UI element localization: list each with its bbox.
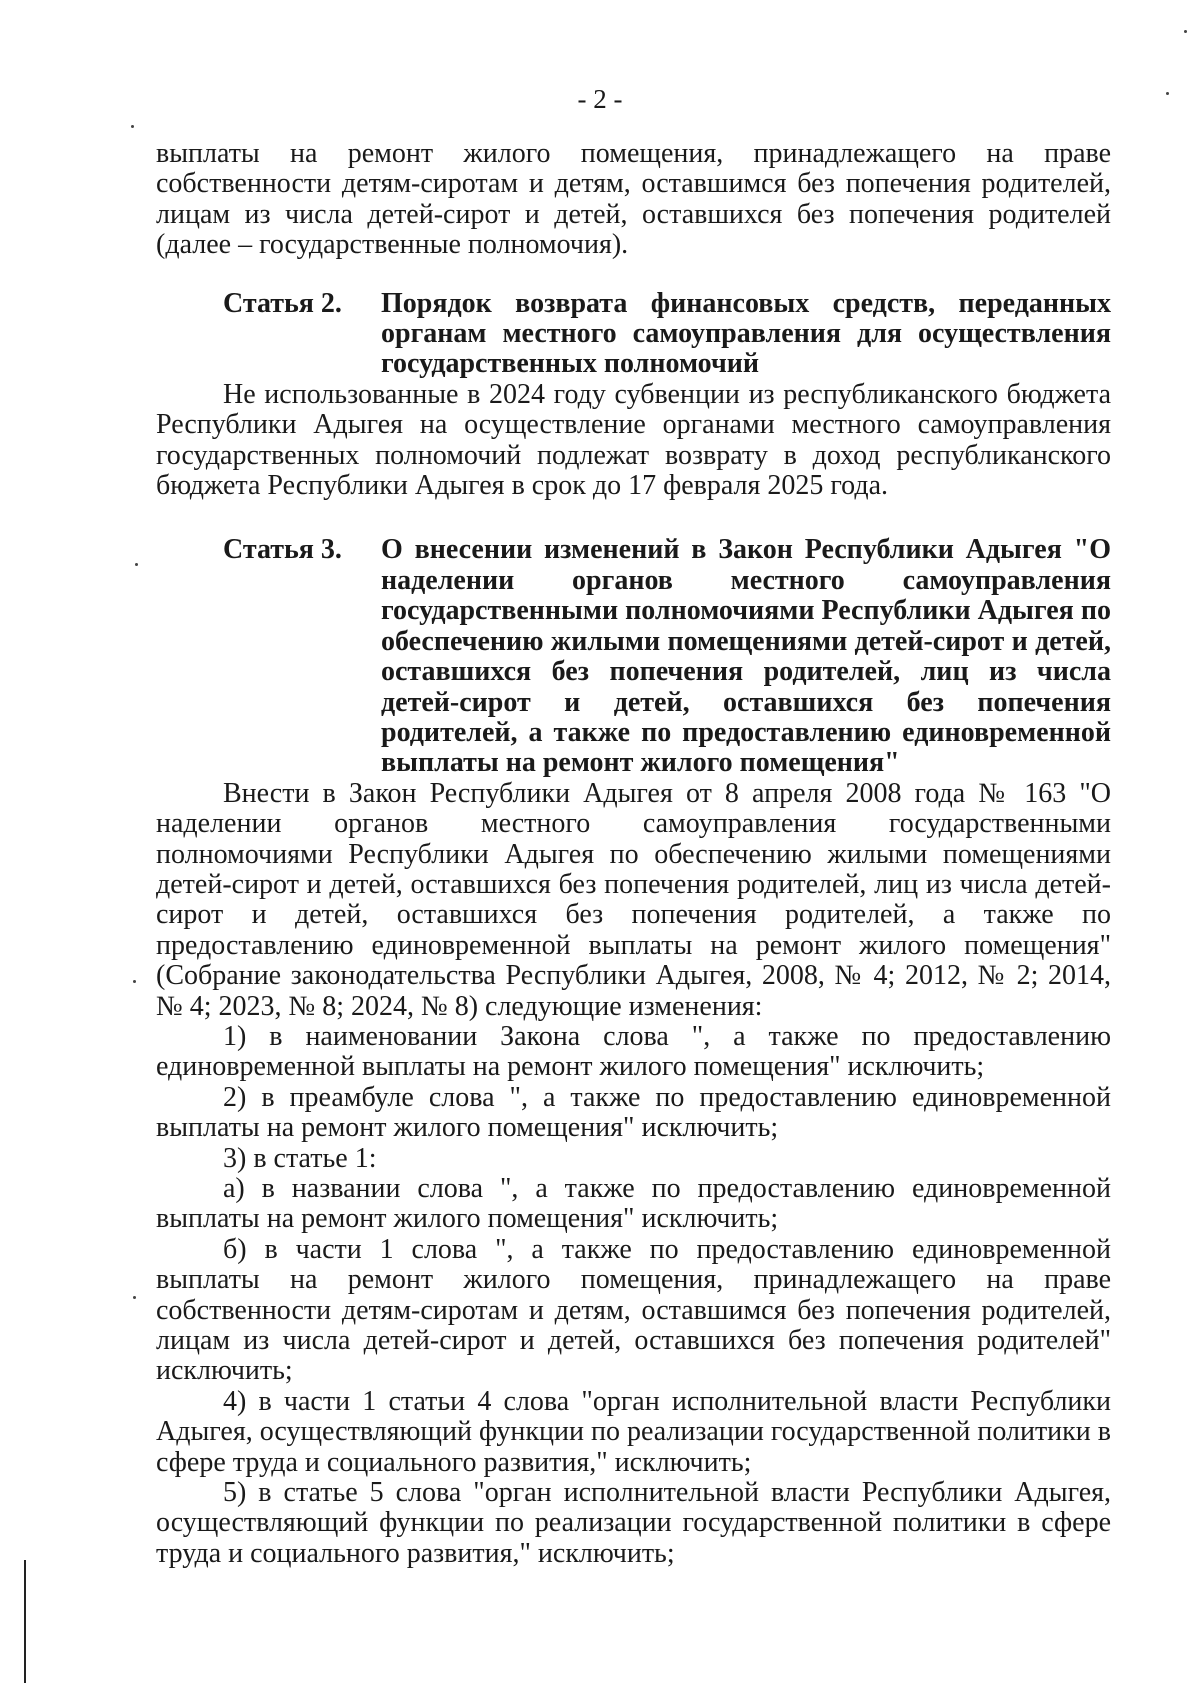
amendment-item: 2) в преамбуле слова ", а также по предоставлению единовременной выплаты на ремонт жилого помещения" исключить;: [156, 1081, 1111, 1144]
article-2-text: Не использованные в 2024 году субвенции из республиканского бюджета Республики Адыгея на осуществление органами местного самоуправления государственных полномочий подлежат возврату в доход республиканского бюджета Республики Адыгея в срок до 17 февраля 2025 года.: [156, 378, 1111, 502]
amendment-item: 1) в наименовании Закона слова ", а также по предоставлению единовременной выплаты на ремонт жилого помещения" исключить;: [156, 1020, 1111, 1083]
amendment-item: 3) в статье 1:: [223, 1142, 377, 1174]
scan-speck: [1184, 30, 1187, 33]
scan-speck: [133, 980, 136, 983]
intro-paragraph: выплаты на ремонт жилого помещения, принадлежащего на праве собственности детям-сиротам и детям, оставшимся без попечения родителей, лицам из числа детей-сирот и детей, оставшихся без попечения родителей (далее – государственные полномочия).: [156, 138, 1111, 261]
document-body: [156, 139, 1111, 1569]
amendment-item: б) в части 1 слова ", а также по предоставлению единовременной выплаты на ремонт жилого помещения, принадлежащего на праве собственности детям-сиротам и детям, оставшимся без попечения родителей, лицам из числа детей-сирот и детей, оставшихся без попечения родителей" исключить;: [156, 1233, 1111, 1387]
article-2-label: Статья 2.: [223, 287, 342, 319]
scan-speck: [133, 1296, 136, 1299]
article-2-heading: [156, 289, 1111, 380]
scan-edge-line: [24, 1560, 26, 1683]
article-3-title: О внесении изменений в Закон Республики Адыгея "О наделении органов местного самоуправления государственными полномочиями Республики Адыгея по обеспечению жилыми помещениями детей-сирот и детей, оставшихся без попечения родителей, лиц из числа детей-сирот и детей, оставшихся без попечения родителей, а также по предоставлению единовременной выплаты на ремонт жилого помещения": [381, 534, 1111, 779]
amendment-item: а) в названии слова ", а также по предоставлению единовременной выплаты на ремонт жилого помещения" исключить;: [156, 1173, 1111, 1235]
scan-speck: [131, 125, 134, 128]
scan-speck: [1166, 92, 1169, 95]
page-number: - 2 -: [577, 84, 623, 114]
scan-speck: [135, 563, 138, 566]
article-3-heading: [156, 535, 1111, 778]
amendment-item: 4) в части 1 статьи 4 слова "орган исполнительной власти Республики Адыгея, осуществляющий функции по реализации государственной политики в сфере труда и социального развития," исключить;: [156, 1385, 1111, 1478]
amendment-item: 5) в статье 5 слова "орган исполнительной власти Республики Адыгея, осуществляющий функции по реализации государственной политики в сфере труда и социального развития," исключить;: [156, 1477, 1111, 1569]
article-2-title: Порядок возврата финансовых средств, переданных органам местного самоуправления для осуществления государственных полномочий: [381, 287, 1111, 380]
article-3-label: Статья 3.: [223, 534, 342, 566]
article-3-intro: Внести в Закон Республики Адыгея от 8 апреля 2008 года № 163 "О наделении органов местного самоуправления государственными полномочиями Республики Адыгея по обеспечению жилыми помещениями детей-сирот и детей, оставшихся без попечения родителей, лиц из числа детей-сирот и детей, оставшихся без попечения родителей, а также по предоставлению единовременной выплаты на ремонт жилого помещения" (Собрание законодательства Республики Адыгея, 2008, № 4; 2012, № 2; 2014, № 4; 2023, № 8; 2024, № 8) следующие изменения:: [156, 777, 1111, 1022]
